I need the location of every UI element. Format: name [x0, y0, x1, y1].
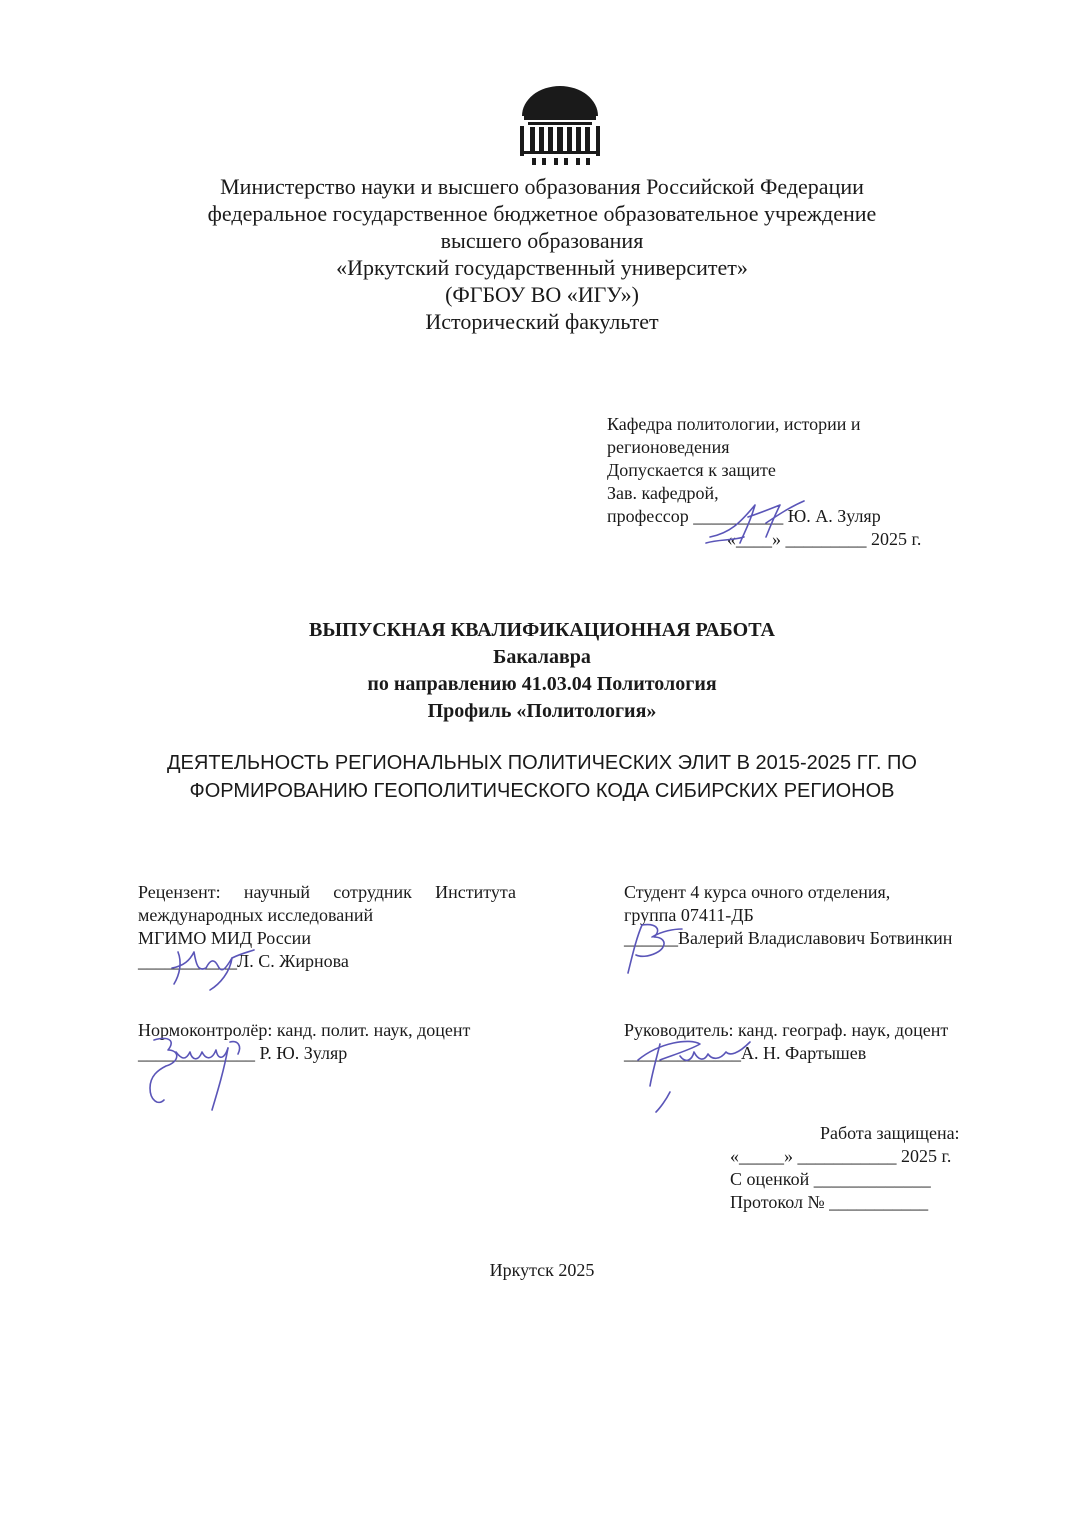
normcontrol-signature-line: _____________ Р. Ю. Зуляр: [138, 1043, 348, 1063]
work-type-title: ВЫПУСКНАЯ КВАЛИФИКАЦИОННАЯ РАБОТА: [309, 619, 775, 641]
normcontrol-block: [138, 1019, 470, 1065]
supervisor-signature-line: _____________А. Н. Фартышев: [624, 1043, 867, 1063]
reviewer-word-3: сотрудник: [333, 882, 412, 902]
reviewer-word-2: научный: [243, 882, 310, 902]
reviewer-org-line-2: МГИМО МИД России: [138, 928, 311, 948]
defense-date-line: «_____» ___________ 2025 г.: [730, 1146, 952, 1166]
reviewer-org-line: международных исследований: [138, 905, 374, 925]
student-signature-line: ______Валерий Владиславович Ботвинкин: [624, 928, 953, 948]
ministry-line: Министерство науки и высшего образования Российской Федерации: [220, 174, 864, 199]
topic-line-2: ФОРМИРОВАНИЮ ГЕОПОЛИТИЧЕСКОГО КОДА СИБИРСКИХ РЕГИОНОВ: [189, 780, 895, 802]
university-name-line: «Иркутский государственный университет»: [336, 255, 748, 280]
student-block: [624, 881, 952, 950]
direction-line: по направлению 41.03.04 Политология: [367, 673, 717, 695]
degree-line: Бакалавра: [493, 646, 591, 668]
defense-protocol-line: Протокол № ___________: [730, 1192, 929, 1212]
reviewer-signature-line: ___________Л. С. Жирнова: [138, 951, 349, 971]
admission-line: Допускается к защите: [607, 460, 776, 480]
defense-status-line: Работа защищена:: [820, 1123, 960, 1143]
title-block: [0, 617, 1084, 725]
header-block: [0, 173, 1084, 335]
normcontrol-role-line: Нормоконтролёр: канд. полит. наук, доцент: [138, 1020, 471, 1040]
reviewer-word-4: Института: [435, 882, 516, 902]
defense-block: [730, 1122, 960, 1214]
university-abbr-line: (ФГБОУ ВО «ИГУ»): [445, 282, 639, 307]
defense-grade-line: С оценкой _____________: [730, 1169, 931, 1189]
university-logo-icon: [518, 86, 602, 166]
department-line: Кафедра политологии, истории и: [607, 414, 861, 434]
thesis-topic: [0, 749, 1084, 805]
reviewer-role-line: [138, 881, 516, 904]
department-line-2: регионоведения: [607, 437, 730, 457]
institution-type-line: федеральное государственное бюджетное образовательное учреждение: [207, 201, 877, 226]
supervisor-role-line: Руководитель: канд. географ. наук, доцент: [624, 1020, 949, 1040]
approval-date-line: «____» _________ 2025 г.: [727, 529, 922, 549]
reviewer-label: Рецензент:: [138, 882, 221, 902]
head-of-department-line: Зав. кафедрой,: [607, 483, 719, 503]
supervisor-block: [624, 1019, 948, 1065]
profile-line: Профиль «Политология»: [427, 700, 657, 722]
topic-line-1: ДЕЯТЕЛЬНОСТЬ РЕГИОНАЛЬНЫХ ПОЛИТИЧЕСКИХ ЭЛИТ В 2015-2025 ГГ. ПО: [167, 752, 917, 774]
student-group-line: группа 07411-ДБ: [624, 905, 754, 925]
education-level-line: высшего образования: [440, 228, 644, 253]
faculty-line: Исторический факультет: [425, 309, 659, 334]
approval-block: [607, 413, 921, 551]
city-year: Иркутск 2025: [489, 1260, 595, 1280]
professor-signature-line: профессор __________ Ю. А. Зуляр: [607, 506, 881, 526]
student-course-line: Студент 4 курса очного отделения,: [624, 882, 891, 902]
reviewer-block: [138, 881, 516, 973]
